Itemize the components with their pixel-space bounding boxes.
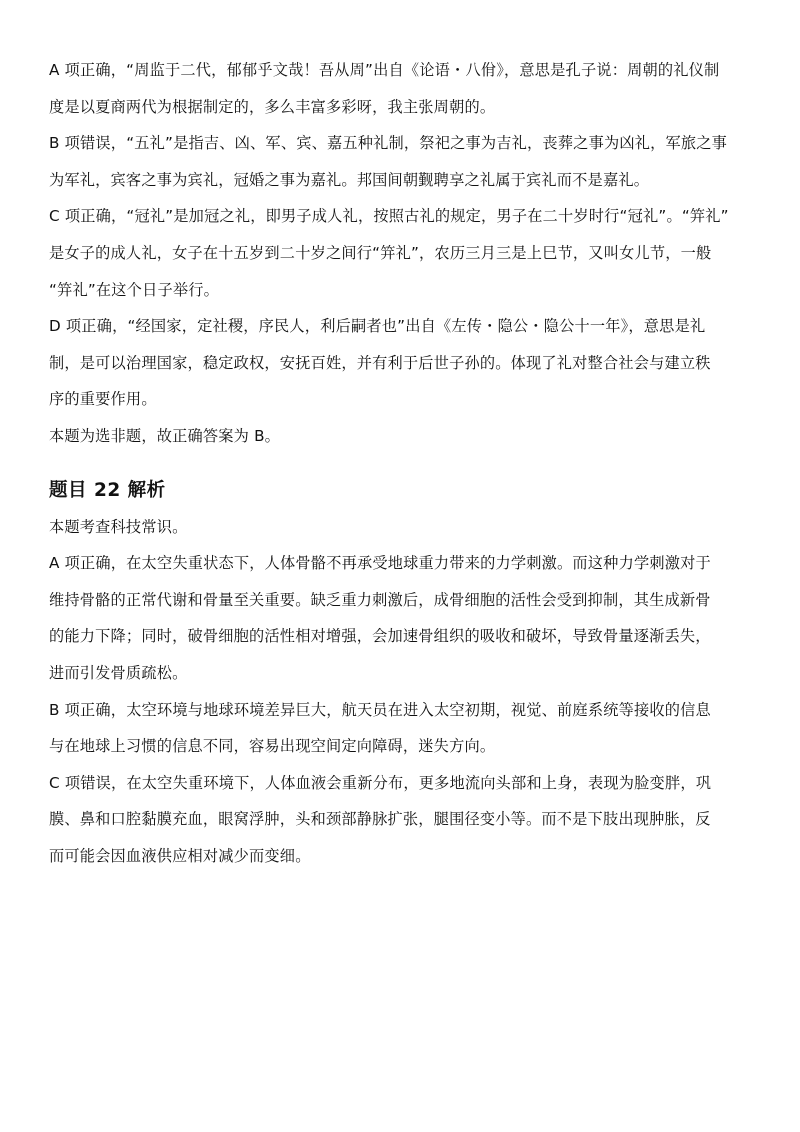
text-line: 进而引发骨质疏松。: [49, 663, 188, 682]
text-line: 膜、鼻和口腔黏膜充血，眼窝浮肿，头和颈部静脉扩张，腿围径变小等。而不是下肢出现肿胀，反: [49, 810, 711, 829]
text-line: 度是以夏商两代为根据制定的，多么丰富多彩呀，我主张周朝的。: [49, 97, 496, 116]
text-line: B 项错误，“五礼”是指吉、凶、军、宾、嘉五种礼制，祭祀之事为吉礼，丧葬之事为凶礼，军旅之事: [49, 134, 728, 153]
text-line: 为军礼，宾客之事为宾礼，冠婚之事为嘉礼。邦国间朝觐聘享之礼属于宾礼而不是嘉礼。: [49, 170, 650, 189]
option-a-explanation: [49, 52, 756, 125]
text-line: 是女子的成人礼，女子在十五岁到二十岁之间行“笄礼”，农历三月三是上巳节，又叫女儿节，一般: [49, 243, 712, 262]
question-heading: 题目 22 解析: [49, 479, 166, 501]
text-line: 的能力下降；同时，破骨细胞的活性相对增强，会加速骨组织的吸收和破坏，导致骨量逐渐丢失，: [49, 627, 711, 646]
text-line: C 项正确，“冠礼”是加冠之礼，即男子成人礼，按照古礼的规定，男子在二十岁时行“冠礼”。“笄礼”: [49, 207, 729, 226]
text-line: 与在地球上习惯的信息不同，容易出现空间定向障碍，迷失方向。: [49, 737, 496, 756]
text-line: 本题为选非题，故正确答案为 B。: [49, 426, 281, 445]
text-line: 而可能会因血液供应相对减少而变细。: [49, 846, 311, 865]
document-page: [49, 52, 756, 874]
text-line: 序的重要作用。: [49, 390, 157, 409]
answer-conclusion: [49, 418, 756, 455]
text-line: A 项正确，在太空失重状态下，人体骨骼不再承受地球重力带来的力学刺激。而这种力学刺激对于: [49, 554, 711, 573]
text-line: “笄礼”在这个日子举行。: [49, 280, 220, 299]
text-line: 制，是可以治理国家，稳定政权，安抚百姓，并有利于后世子孙的。体现了礼对整合社会与建立秩: [49, 353, 711, 372]
text-line: B 项正确，太空环境与地球环境差异巨大，航天员在进入太空初期，视觉、前庭系统等接收的信息: [49, 700, 711, 719]
text-line: 维持骨骼的正常代谢和骨量至关重要。缺乏重力刺激后，成骨细胞的活性会受到抑制，其生成新骨: [49, 590, 711, 609]
text-line: 本题考查科技常识。: [49, 517, 188, 536]
text-line: A 项正确，“周监于二代，郁郁乎文哉！吾从周”出自《论语・八佾》，意思是孔子说：周朝的礼仪制: [49, 61, 720, 79]
text-line: C 项错误，在太空失重环境下，人体血液会重新分布，更多地流向头部和上身，表现为脸变胖，巩: [49, 773, 712, 792]
option-c-explanation: [49, 765, 756, 875]
option-a-explanation: [49, 545, 756, 691]
option-b-explanation: [49, 125, 756, 198]
option-d-explanation: [49, 308, 756, 418]
option-b-explanation: [49, 692, 756, 765]
text-line: D 项正确，“经国家，定社稷，序民人，利后嗣者也”出自《左传・隐公・隐公十一年》，意思是礼: [49, 317, 706, 336]
question-intro: [49, 509, 756, 546]
option-c-explanation: [49, 198, 756, 308]
